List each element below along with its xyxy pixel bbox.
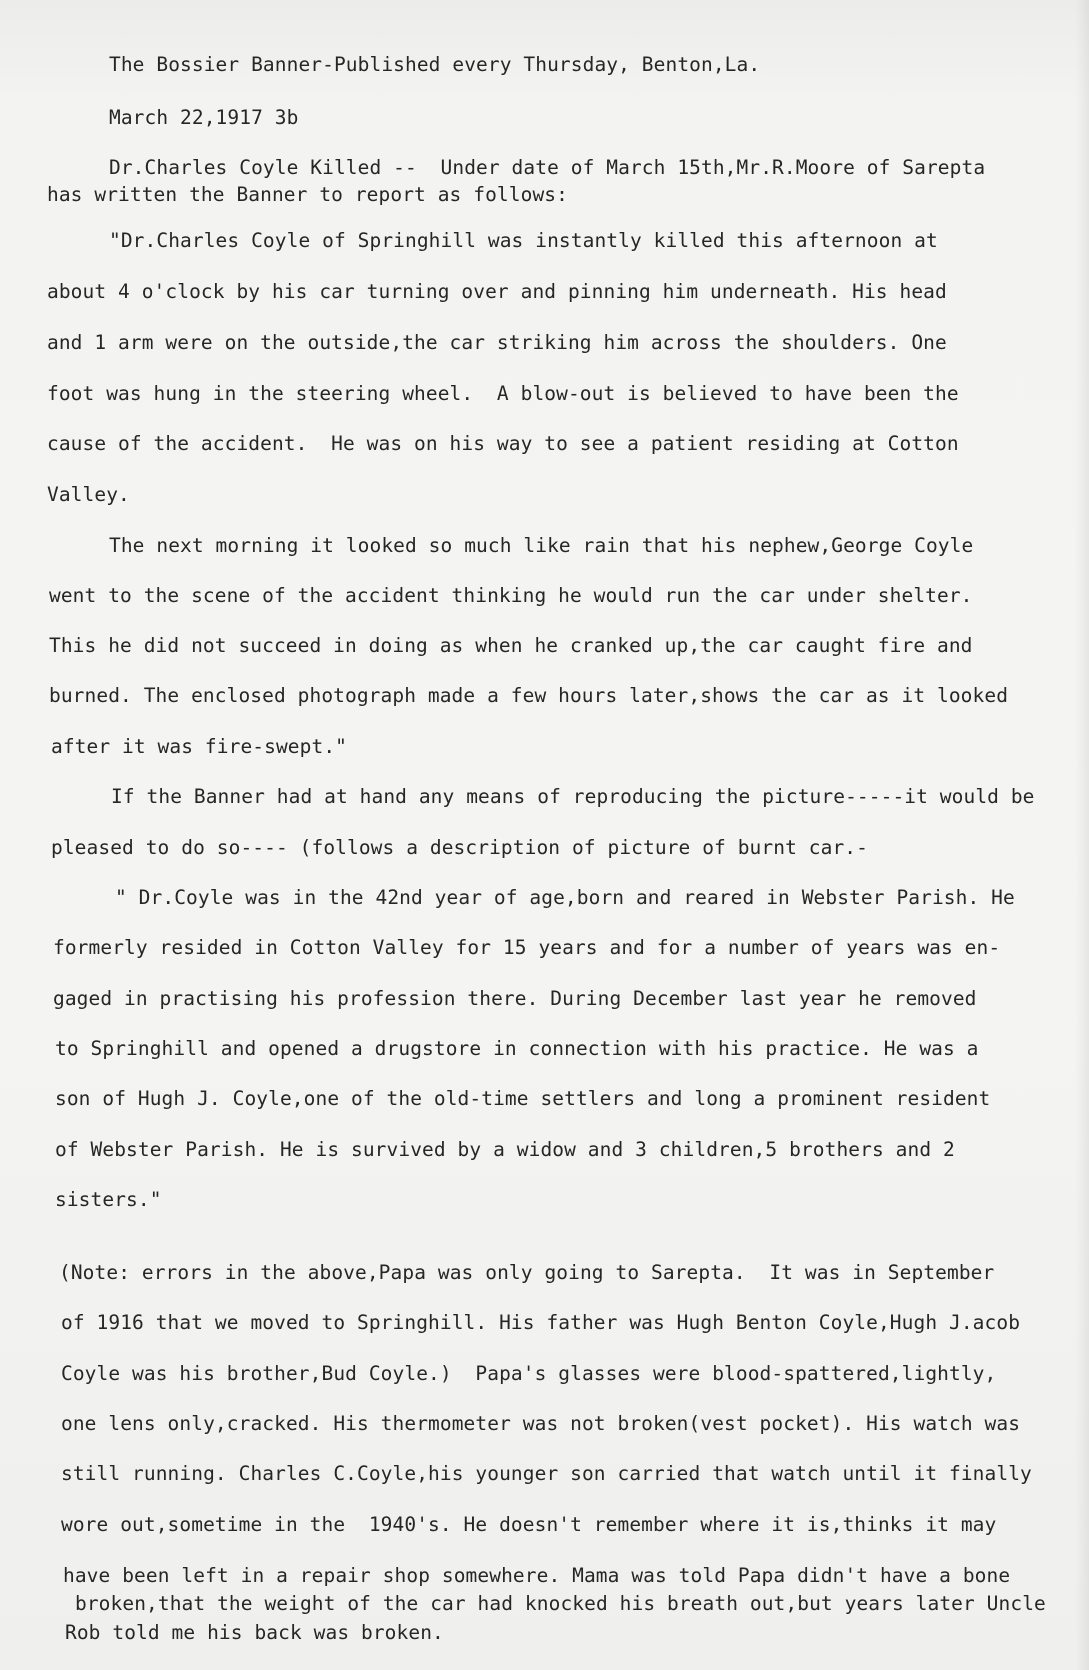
article-line: son of Hugh J. Coyle,one of the old-time settlers and long a prominent resident xyxy=(55,1087,991,1110)
article-line: gaged in practising his profession there. During December last year he removed xyxy=(53,987,977,1010)
article-line: has written the Banner to report as follows: xyxy=(47,183,568,206)
note-line: broken,that the weight of the car had knocked his breath out,but years later Uncle xyxy=(75,1592,1046,1615)
note-line: one lens only,cracked. His thermometer was not broken(vest pocket). His watch was xyxy=(61,1412,1021,1435)
article-line: cause of the accident. He was on his way to see a patient residing at Cotton xyxy=(47,432,959,455)
note-line: (Note: errors in the above,Papa was only going to Sarepta. It was in September xyxy=(59,1261,995,1284)
newspaper-masthead: The Bossier Banner-Published every Thursday, Benton,La. xyxy=(109,53,761,76)
note-line: Coyle was his brother,Bud Coyle.) Papa's glasses were blood-spattered,lightly, xyxy=(61,1362,997,1385)
article-line: Valley. xyxy=(47,483,130,506)
note-line: of 1916 that we moved to Springhill. His father was Hugh Benton Coyle,Hugh J.acob xyxy=(61,1311,1021,1334)
article-line: If the Banner had at hand any means of reproducing the picture-----it would be xyxy=(111,785,1035,808)
article-line: pleased to do so---- (follows a description of picture of burnt car.- xyxy=(51,836,868,859)
note-line: have been left in a repair shop somewhere. Mama was told Papa didn't have a bone xyxy=(63,1564,1011,1587)
dateline: March 22,1917 3b xyxy=(109,106,299,129)
article-line: "Dr.Charles Coyle of Springhill was instantly killed this afternoon at xyxy=(109,229,938,252)
article-line: went to the scene of the accident thinking he would run the car under shelter. xyxy=(49,584,973,607)
article-line: about 4 o'clock by his car turning over and pinning him underneath. His head xyxy=(47,280,947,303)
article-line: This he did not succeed in doing as when he cranked up,the car caught fire and xyxy=(49,634,973,657)
article-line: after it was fire-swept." xyxy=(51,735,347,758)
article-line: of Webster Parish. He is survived by a widow and 3 children,5 brothers and 2 xyxy=(55,1138,955,1161)
article-line: " Dr.Coyle was in the 42nd year of age,born and reared in Webster Parish. He xyxy=(115,886,1015,909)
article-line: formerly resided in Cotton Valley for 15 years and for a number of years was en- xyxy=(53,936,1001,959)
page-edge-shadow xyxy=(1075,0,1089,1670)
article-line: sisters." xyxy=(55,1188,162,1211)
article-line: and 1 arm were on the outside,the car striking him across the shoulders. One xyxy=(47,331,947,354)
article-line: Dr.Charles Coyle Killed -- Under date of March 15th,Mr.R.Moore of Sarepta xyxy=(109,156,986,179)
article-line: burned. The enclosed photograph made a few hours later,shows the car as it looked xyxy=(49,684,1009,707)
article-line: to Springhill and opened a drugstore in connection with his practice. He was a xyxy=(55,1037,979,1060)
note-line: Rob told me his back was broken. xyxy=(65,1621,444,1644)
article-line: The next morning it looked so much like rain that his nephew,George Coyle xyxy=(109,534,974,557)
note-line: wore out,sometime in the 1940's. He doesn't remember where it is,thinks it may xyxy=(61,1513,997,1536)
note-line: still running. Charles C.Coyle,his younger son carried that watch until it finally xyxy=(61,1462,1032,1485)
article-line: foot was hung in the steering wheel. A blow-out is believed to have been the xyxy=(47,382,959,405)
